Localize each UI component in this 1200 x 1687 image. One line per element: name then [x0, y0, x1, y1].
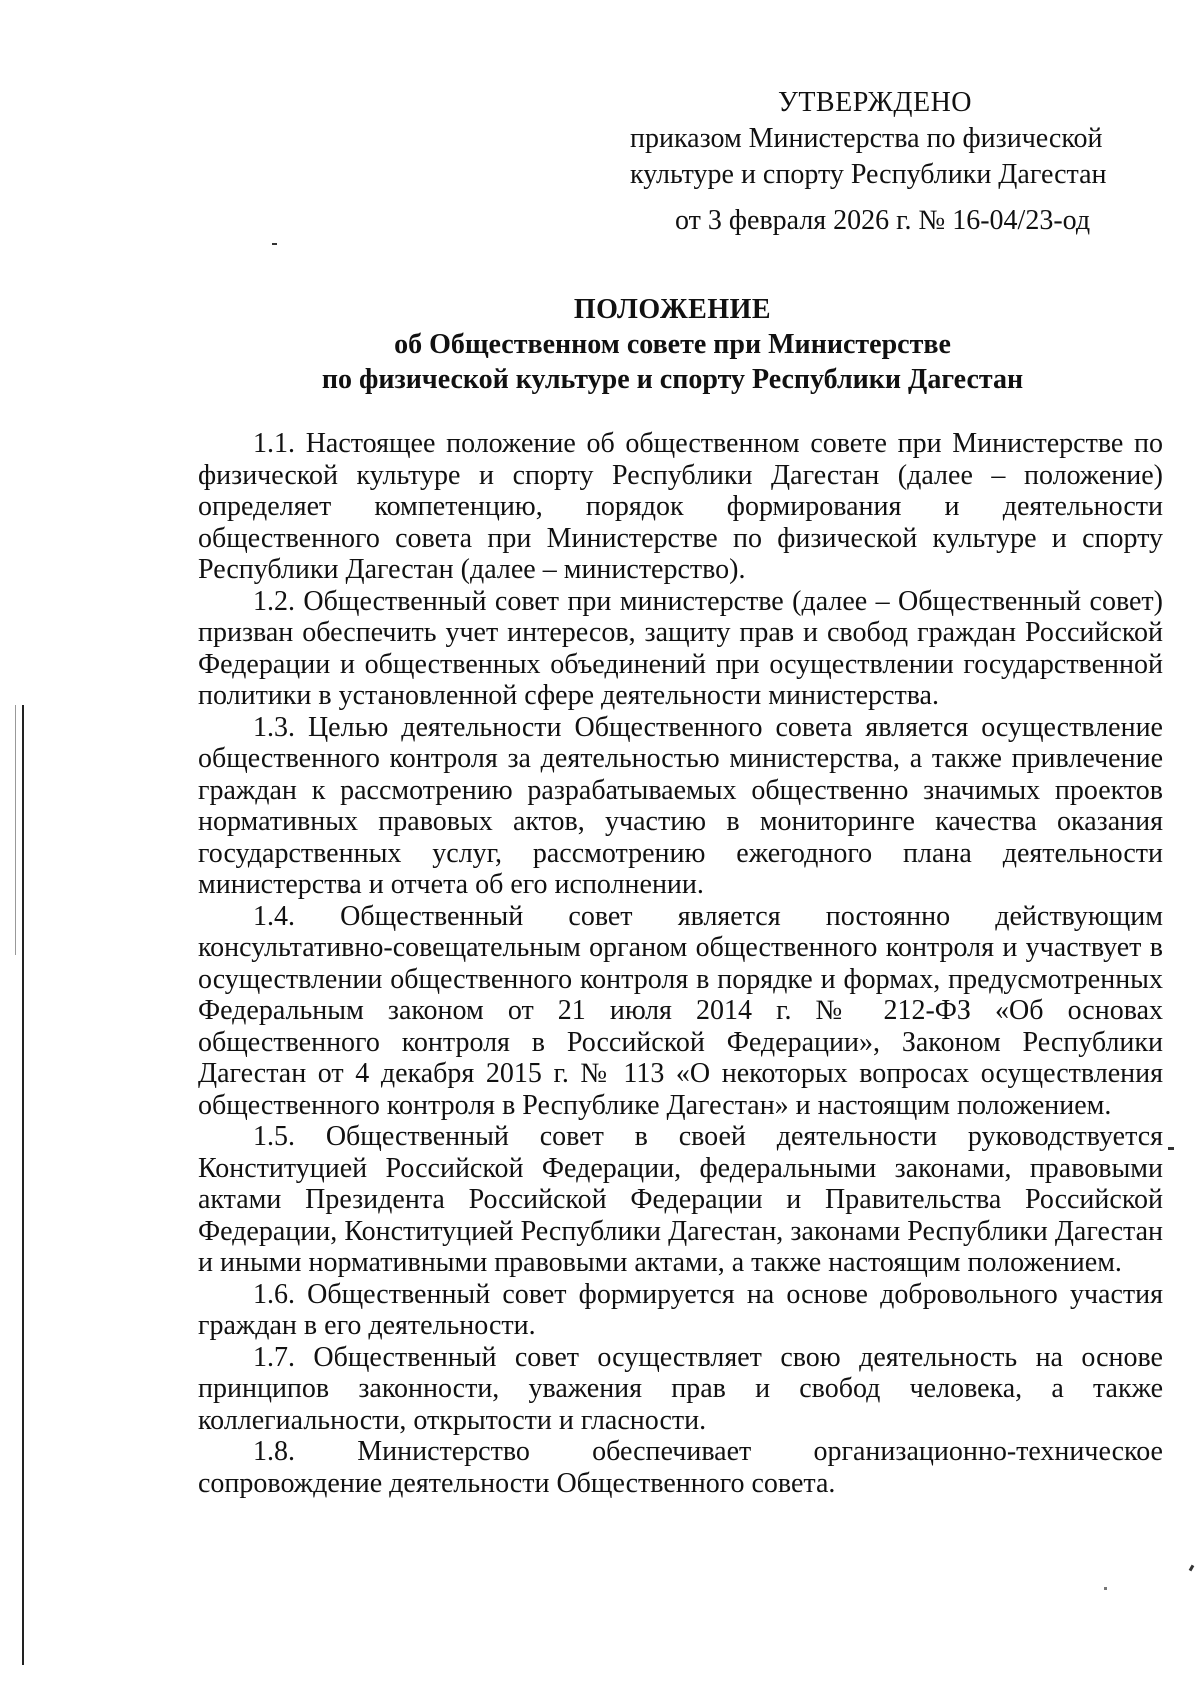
scan-speck: [1189, 1565, 1195, 1572]
scan-edge-line: [22, 705, 24, 1665]
scan-speck: [1104, 1587, 1107, 1590]
approved-label: УТВЕРЖДЕНО: [778, 87, 973, 118]
paragraph-1-5: 1.5. Общественный совет в своей деятельности руководствуется Конституцией Российской Федерации, федеральными законами, правовыми актами Президента Российской Федерации и Правительства Российской Федерации, Конституцией Республики Дагестан, законами Республики Дагестан и иными нормативными правовыми актами, а также настоящим положением.: [198, 1121, 1163, 1278]
title-line-2: об Общественном совете при Министерстве: [394, 329, 951, 360]
document-title: [190, 292, 1155, 397]
title-line-3: по физической культуре и спорту Республики Дагестан: [321, 364, 1024, 395]
document-body: [198, 428, 1163, 1499]
approval-line-1: приказом Министерства по физической: [630, 123, 1103, 154]
approval-stamp-block: [630, 85, 1150, 239]
order-reference: от 3 февраля 2026 г. № 16-04/23-од: [675, 205, 1091, 236]
scan-speck: [272, 243, 277, 245]
scan-edge-shadow: [15, 705, 16, 955]
title-heading: ПОЛОЖЕНИЕ: [573, 294, 772, 325]
scan-speck: [1168, 1147, 1174, 1150]
paragraph-1-4: 1.4. Общественный совет является постоянно действующим консультативно-совещательным органом общественного контроля и участвует в осуществлении общественного контроля в порядке и формах, предусмотренных Федеральным законом от 21 июля 2014 г. № 212-ФЗ «Об основах общественного контроля в Российской Федерации», Законом Республики Дагестан от 4 декабря 2015 г. № 113 «О некоторых вопросах осуществления общественного контроля в Республике Дагестан» и настоящим положением.: [198, 900, 1163, 1121]
paragraph-1-1: 1.1. Настоящее положение об общественном совете при Министерстве по физической культуре и спорту Республики Дагестан (далее – положение) определяет компетенцию, порядок формирования и деятельности общественного совета при Министерстве по физической культуре и спорту Республики Дагестан (далее – министерство).: [198, 428, 1163, 585]
paragraph-1-8: 1.8. Министерство обеспечивает организационно-техническое сопровождение деятельности Общественного совета.: [198, 1436, 1163, 1499]
paragraph-1-3: 1.3. Целью деятельности Общественного совета является осуществление общественного контроля за деятельностью министерства, а также привлечение граждан к рассмотрению разрабатываемых общественно значимых проектов нормативных правовых актов, участию в мониторинге качества оказания государственных услуг, рассмотрению ежегодного плана деятельности министерства и отчета об его исполнении.: [198, 711, 1163, 900]
paragraph-1-2: 1.2. Общественный совет при министерстве (далее – Общественный совет) призван обеспечить учет интересов, защиту прав и свобод граждан Российской Федерации и общественных объединений при осуществлении государственной политики в установленной сфере деятельности министерства.: [198, 585, 1163, 711]
approval-line-2: культуре и спорту Республики Дагестан: [630, 159, 1107, 190]
paragraph-1-6: 1.6. Общественный совет формируется на основе добровольного участия граждан в его деятельности.: [198, 1278, 1163, 1341]
paragraph-1-7: 1.7. Общественный совет осуществляет свою деятельность на основе принципов законности, уважения прав и свобод человека, а также коллегиальности, открытости и гласности.: [198, 1341, 1163, 1436]
